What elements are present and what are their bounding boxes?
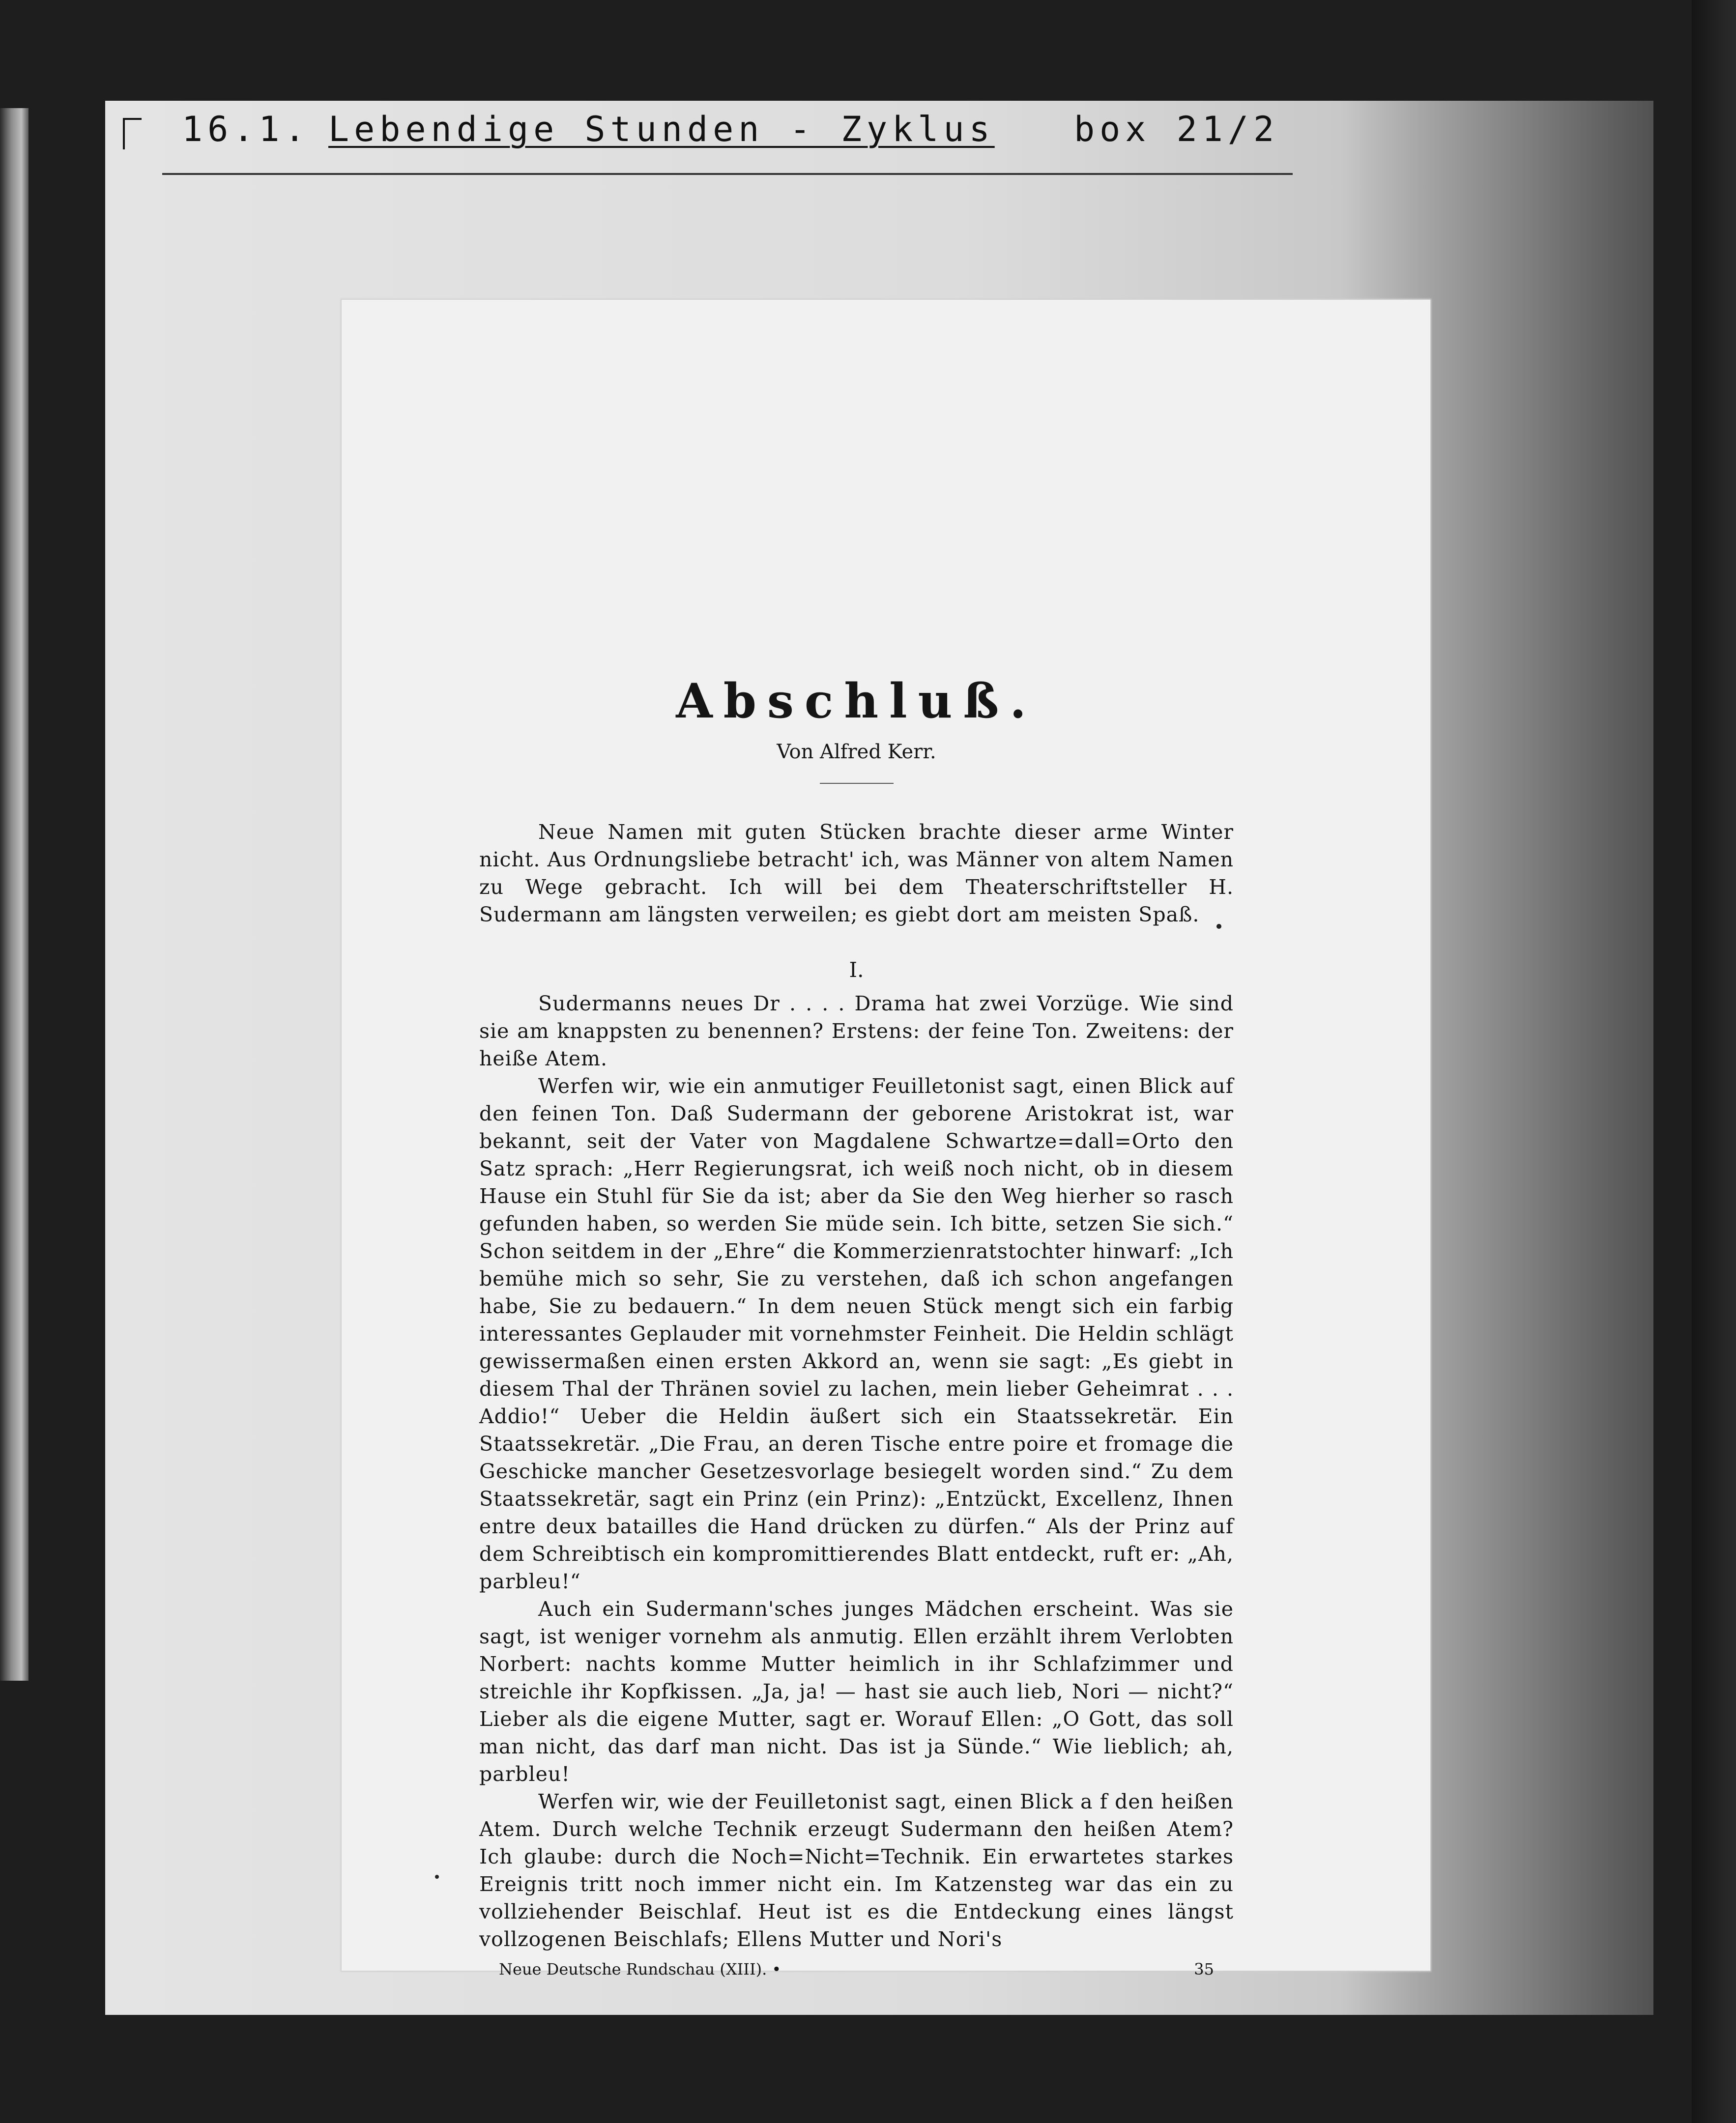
page-footer xyxy=(479,1960,1234,1979)
paragraph-1: Sudermanns neues Dr . . . . Drama hat zwei Vorzüge. Wie sind sie am knappsten zu benennen? Erstens: der feine Ton. Zweitens: der heiße Atem. xyxy=(479,992,1234,1070)
byline-divider xyxy=(820,783,894,784)
page-number: 35 xyxy=(1194,1960,1214,1979)
clipping-page xyxy=(342,300,1430,1979)
header-id: 16.1. xyxy=(182,109,310,149)
adjacent-card-edge-left xyxy=(0,108,29,1681)
article-title: Abschluß. xyxy=(676,673,1037,729)
header-box: box 21/2 xyxy=(1074,109,1279,149)
paragraph-4: Werfen wir, wie der Feuilletonist sagt, einen Blick a f den heißen Atem. Durch welche Technik erzeugt Sudermann den heißen Atem? Ich glaube: durch die Noch=Nicht=Technik. Ein erwartetes starkes Ereignis tritt noch immer nicht ein. Im Katzensteg war das ein zu vollziehender Beischlaf. Heut ist es die Entdeckung eines längst vollzogenen Beischlafs; Ellens Mutter und Nori's xyxy=(479,1790,1234,1951)
article xyxy=(479,673,1234,1979)
ink-speck xyxy=(1216,924,1221,929)
footer-source: Neue Deutsche Rundschau (XIII). • xyxy=(499,1960,781,1979)
header-rule xyxy=(162,173,1293,175)
scanner-border-right xyxy=(1692,0,1736,2123)
paragraph-3: Auch ein Sudermann'sches junges Mädchen erscheint. Was sie sagt, ist weniger vornehm als anmutig. Ellen erzählt ihrem Verlobten Norbert: nachts komme Mutter heimlich in ihr Schlafzimmer und streichle ihr Kopfkissen. „Ja, ja! — hast sie auch lieb, Nori — nicht?“ Lieber als die eigene Mutter, sagt er. Worauf Ellen: „O Gott, das soll man nicht, das darf man nicht. Das ist ja Sünde.“ Wie lieblich; ah, parbleu! xyxy=(479,1597,1234,1786)
header-title: Lebendige Stunden - Zyklus xyxy=(328,109,995,149)
paragraph-2: Werfen wir, wie ein anmutiger Feuilletonist sagt, einen Blick auf den feinen Ton. Daß Sudermann der geborene Aristokrat ist, war bekannt, seit der Vater von Magdalene Schwartze=dall=Orto den Satz sprach: „Herr Regierungsrat, ich weiß noch nicht, ob in diesem Hause ein Stuhl für Sie da ist; aber da Sie den Weg hierher so rasch gefunden haben, so werden Sie müde sein. Ich bitte, setzen Sie sich.“ Schon seitdem in der „Ehre“ die Kommerzienratstochter hinwarf: „Ich bemühe mich so sehr, Sie zu verstehen, daß ich schon angefangen habe, Sie zu bedauern.“ In dem neuen Stück mengt sich ein farbig interessantes Geplauder mit vornehmster Feinheit. Die Heldin schlägt gewissermaßen einen ersten Akkord an, wenn sie sagt: „Es giebt in diesem Thal der Thränen soviel zu lachen, mein lieber Geheimrat . . . Addio!“ Ueber die Heldin äußert sich ein Staatssekretär. Ein Staatssekretär. „Die Frau, an deren Tische entre poire et fromage die Geschicke mancher Gesetzesvorlage besiegelt worden sind.“ Zu dem Staatssekretär, sagt ein Prinz (ein Prinz): „Entzückt, Excellenz, Ihnen entre deux batailles die Hand drücken zu dürfen.“ Als der Prinz auf dem Schreibtisch ein kompromittierendes Blatt entdeckt, ruft er: „Ah, parbleu!“ xyxy=(479,1074,1234,1593)
corner-mark xyxy=(123,118,142,149)
intro-paragraph: Neue Namen mit guten Stücken brachte dieser arme Winter nicht. Aus Ordnungsliebe betracht' ich, was Männer von altem Namen zu Wege gebracht. Ich will bei dem Theaterschriftsteller H. Sudermann am längsten verweilen; es giebt dort am meisten Spaß. xyxy=(479,820,1234,926)
section-number: I. xyxy=(849,958,864,982)
ink-speck xyxy=(435,1875,439,1879)
article-byline: Von Alfred Kerr. xyxy=(777,741,936,763)
